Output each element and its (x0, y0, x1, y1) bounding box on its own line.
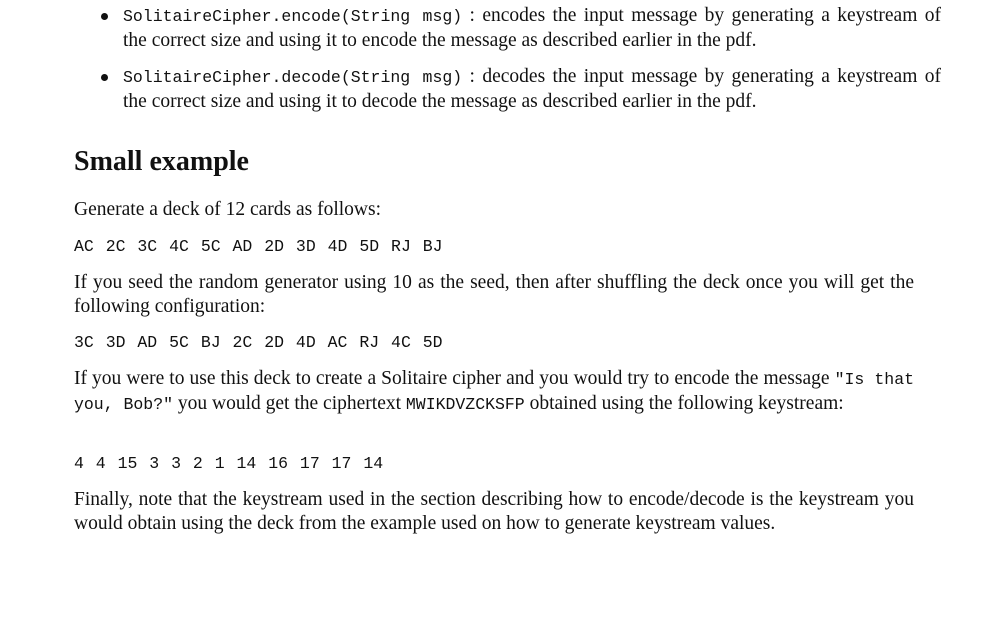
intro-paragraph: Generate a deck of 12 cards as follows: (74, 199, 382, 220)
deck-line: AC 2C 3C 4C 5C AD 2D 3D 4D 5D RJ BJ (74, 237, 443, 256)
shuffled-deck-line: 3C 3D AD 5C BJ 2C 2D 4D AC RJ 4C 5D (74, 333, 443, 352)
final-paragraph: Finally, note that the keystream used in the section describing how to encode/decode is the keystream you would obtain using the deck from the example used on how to generate keystream values. (74, 489, 914, 534)
cipher-text-part2: you would get the ciphertext (173, 393, 406, 414)
keystream-line: 4 4 15 3 3 2 1 14 16 17 17 14 (74, 454, 384, 473)
method-item-encode (101, 4, 941, 53)
example-message: "Is that you, Bob?" (74, 370, 915, 414)
cipher-text-part1: If you were to use this deck to create a Solitaire cipher and you would try to encode the message (74, 368, 835, 389)
method-separator: : (462, 5, 483, 26)
cipher-text-part3: obtained using the following keystream: (524, 393, 844, 414)
section-heading: Small example (74, 146, 249, 177)
bullet-icon (101, 13, 108, 20)
method-description: decodes the input message by generating a keystream of the correct size and using it to decode the message as described earlier in the pdf. (123, 66, 942, 112)
method-item-decode (101, 65, 941, 114)
method-signature: SolitaireCipher.decode(String msg) (123, 68, 463, 87)
method-signature: SolitaireCipher.encode(String msg) (123, 7, 463, 26)
method-list (101, 4, 941, 126)
seed-paragraph: If you seed the random generator using 10 as the seed, then after shuffling the deck once you will get the following configuration: (74, 272, 914, 317)
cipher-paragraph (74, 367, 914, 417)
method-description: encodes the input message by generating a keystream of the correct size and using it to encode the message as described earlier in the pdf. (123, 5, 942, 51)
bullet-icon (101, 74, 108, 81)
ciphertext-value: MWIKDVZCKSFP (405, 395, 525, 414)
method-separator: : (462, 66, 483, 87)
